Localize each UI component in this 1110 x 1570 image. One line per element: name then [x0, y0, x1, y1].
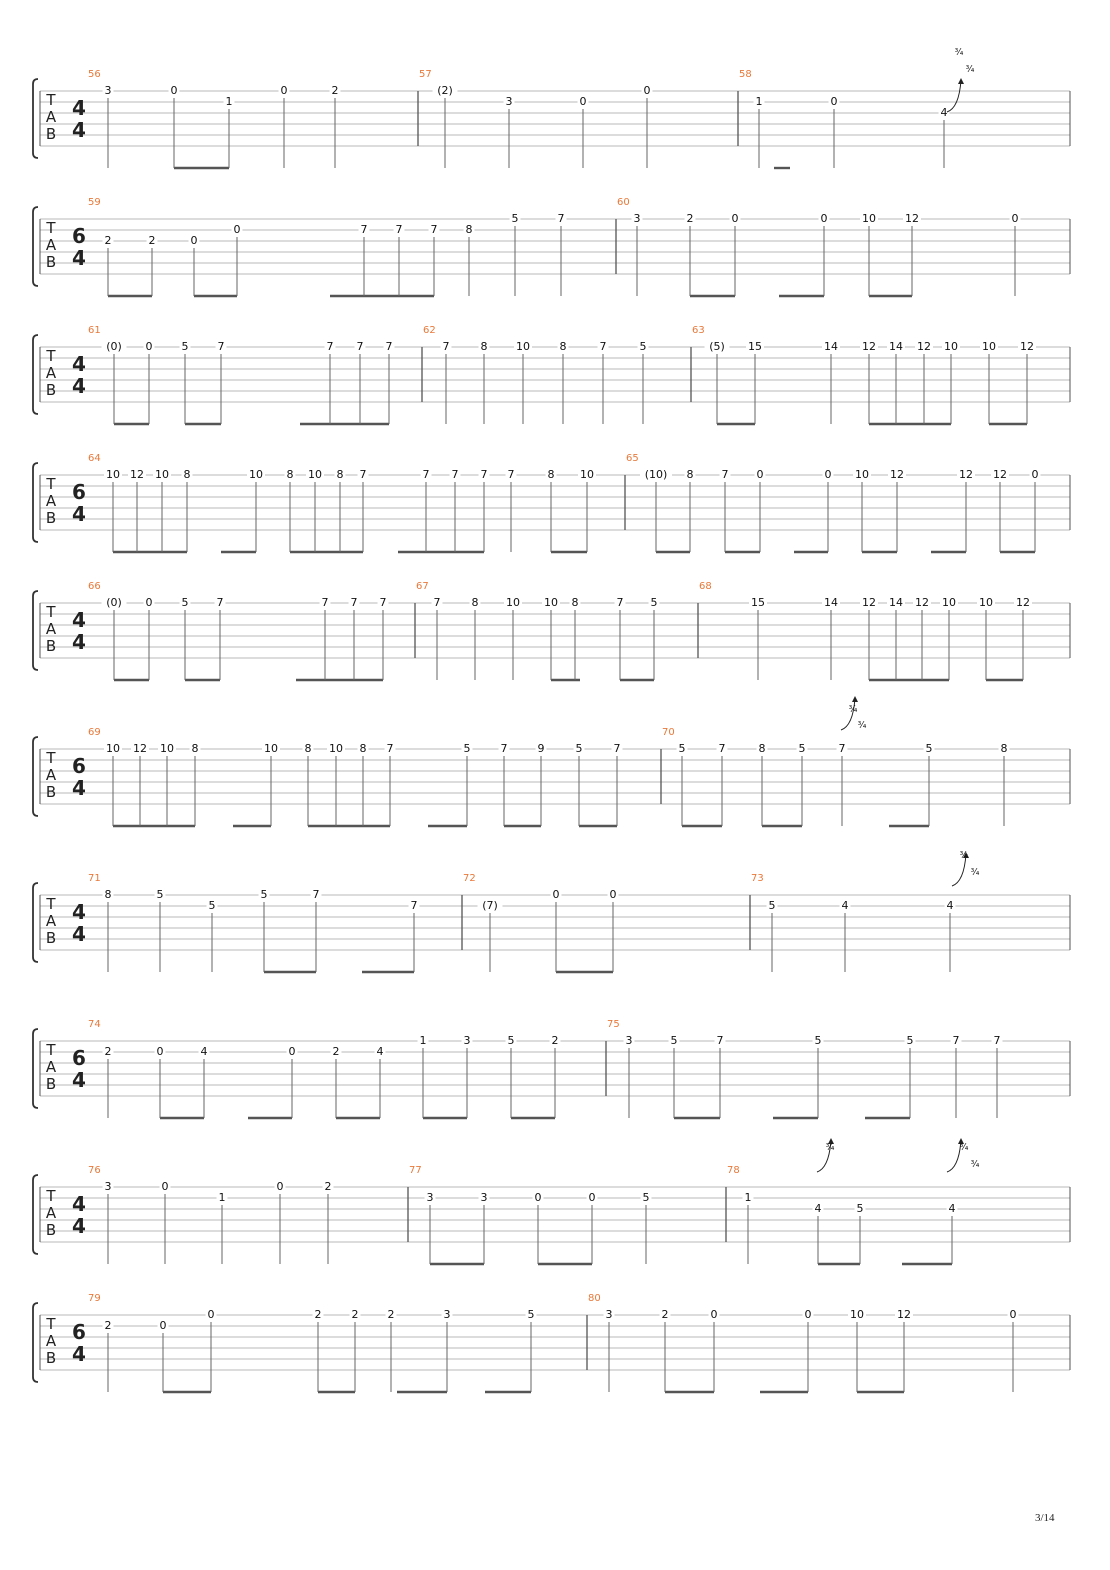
tab-clef-letter: B — [45, 637, 57, 655]
fret-number: 0 — [190, 234, 198, 247]
time-signature-top: 6 — [72, 224, 86, 248]
fret-number: 8 — [191, 742, 199, 755]
measure-number: 56 — [88, 69, 101, 80]
fret-number: 3 — [104, 84, 112, 97]
bend-amount: ¾ — [954, 48, 964, 58]
tab-clef-letter: B — [45, 253, 57, 271]
fret-number: 2 — [387, 1308, 395, 1321]
fret-number: 10 — [160, 742, 174, 755]
fret-number: 5 — [208, 899, 216, 912]
fret-number: 10 — [106, 468, 120, 481]
fret-number: 8 — [559, 340, 567, 353]
tab-clef-letter: A — [45, 1332, 57, 1350]
fret-number: 2 — [148, 234, 156, 247]
tab-clef-letter: T — [46, 347, 56, 365]
fret-number: 10 — [942, 596, 956, 609]
fret-number: 7 — [500, 742, 508, 755]
fret-number: 4 — [814, 1202, 822, 1215]
tab-clef-letter: B — [45, 1221, 57, 1239]
tab-clef-letter: T — [46, 895, 56, 913]
measure-number: 80 — [588, 1293, 601, 1304]
tab-clef-letter: A — [45, 620, 57, 638]
fret-number: 0 — [830, 95, 838, 108]
fret-number: 7 — [356, 340, 364, 353]
system-bracket — [33, 883, 38, 962]
fret-number: 7 — [613, 742, 621, 755]
fret-number: (5) — [709, 340, 725, 353]
fret-number: 5 — [678, 742, 686, 755]
fret-number: 10 — [944, 340, 958, 353]
bend-amount: ¾ — [965, 65, 975, 75]
measure-number: 76 — [88, 1165, 101, 1176]
fret-number: 5 — [925, 742, 933, 755]
fret-number: 4 — [940, 106, 948, 119]
fret-number: 1 — [419, 1034, 427, 1047]
fret-number: 2 — [104, 1319, 112, 1332]
fret-number: 8 — [1000, 742, 1008, 755]
fret-number: 5 — [511, 212, 519, 225]
fret-number: 0 — [1011, 212, 1019, 225]
fret-number: 12 — [897, 1308, 911, 1321]
tab-clef-letter: T — [46, 1315, 56, 1333]
fret-number: 10 — [862, 212, 876, 225]
fret-number: 2 — [324, 1180, 332, 1193]
fret-number: 0 — [552, 888, 560, 901]
tab-clef-letter: B — [45, 783, 57, 801]
bend-amount: ¾ — [970, 868, 980, 878]
page-number: 3/14 — [1035, 1512, 1055, 1524]
time-signature-bottom: 4 — [72, 502, 86, 526]
fret-number: 5 — [463, 742, 471, 755]
system-bracket — [33, 737, 38, 816]
fret-number: 14 — [889, 340, 903, 353]
time-signature-top: 4 — [72, 96, 86, 120]
measure-number: 61 — [88, 325, 101, 336]
fret-number: 10 — [264, 742, 278, 755]
fret-number: 0 — [156, 1045, 164, 1058]
bend-amount: ¾ — [848, 705, 858, 715]
fret-number: 8 — [480, 340, 488, 353]
fret-number: 5 — [670, 1034, 678, 1047]
fret-number: 0 — [161, 1180, 169, 1193]
fret-number: 0 — [1009, 1308, 1017, 1321]
fret-number: 1 — [744, 1191, 752, 1204]
fret-number: 4 — [841, 899, 849, 912]
fret-number: 5 — [507, 1034, 515, 1047]
fret-number: 0 — [609, 888, 617, 901]
system-bracket — [33, 591, 38, 670]
measure-number: 62 — [423, 325, 436, 336]
fret-number: 7 — [350, 596, 358, 609]
fret-number: 8 — [359, 742, 367, 755]
measure-number: 57 — [419, 69, 432, 80]
fret-number: 10 — [308, 468, 322, 481]
fret-number: 7 — [312, 888, 320, 901]
fret-number: 10 — [249, 468, 263, 481]
time-signature-bottom: 4 — [72, 374, 86, 398]
tab-clef-letter: B — [45, 509, 57, 527]
fret-number: 14 — [889, 596, 903, 609]
bend-amount: ¾ — [959, 1143, 969, 1153]
measure-number: 63 — [692, 325, 705, 336]
fret-number: 5 — [642, 1191, 650, 1204]
tab-clef-letter: T — [46, 603, 56, 621]
fret-number: 7 — [599, 340, 607, 353]
fret-number: 3 — [426, 1191, 434, 1204]
fret-number: 12 — [1020, 340, 1034, 353]
fret-number: 7 — [451, 468, 459, 481]
measure-number: 68 — [699, 581, 712, 592]
fret-number: 0 — [1031, 468, 1039, 481]
measure-number: 69 — [88, 727, 101, 738]
tab-clef-letter: B — [45, 381, 57, 399]
time-signature-top: 6 — [72, 480, 86, 504]
fret-number: 12 — [133, 742, 147, 755]
fret-number: 4 — [948, 1202, 956, 1215]
fret-number: 5 — [856, 1202, 864, 1215]
fret-number: 5 — [260, 888, 268, 901]
measure-number: 79 — [88, 1293, 101, 1304]
fret-number: 2 — [332, 1045, 340, 1058]
fret-number: 7 — [359, 468, 367, 481]
fret-number: 12 — [890, 468, 904, 481]
fret-number: 0 — [804, 1308, 812, 1321]
fret-number: 3 — [104, 1180, 112, 1193]
measure-number: 60 — [617, 197, 630, 208]
time-signature-top: 4 — [72, 608, 86, 632]
fret-number: 0 — [145, 340, 153, 353]
system-bracket — [33, 79, 38, 158]
fret-number: 1 — [218, 1191, 226, 1204]
fret-number: 7 — [721, 468, 729, 481]
fret-number: 8 — [571, 596, 579, 609]
fret-number: 0 — [276, 1180, 284, 1193]
fret-number: 1 — [755, 95, 763, 108]
tab-clef-letter: A — [45, 1058, 57, 1076]
fret-number: 12 — [959, 468, 973, 481]
fret-number: 0 — [820, 212, 828, 225]
fret-number: 0 — [233, 223, 241, 236]
system-bracket — [33, 335, 38, 414]
fret-number: 5 — [181, 596, 189, 609]
measure-number: 77 — [409, 1165, 422, 1176]
fret-number: 5 — [527, 1308, 535, 1321]
fret-number: 0 — [534, 1191, 542, 1204]
measure-number: 66 — [88, 581, 101, 592]
time-signature-bottom: 4 — [72, 630, 86, 654]
fret-number: 0 — [588, 1191, 596, 1204]
fret-number: 7 — [386, 742, 394, 755]
fret-number: 7 — [410, 899, 418, 912]
fret-number: 0 — [824, 468, 832, 481]
fret-number: 3 — [443, 1308, 451, 1321]
fret-number: 0 — [145, 596, 153, 609]
fret-number: 7 — [480, 468, 488, 481]
time-signature-bottom: 4 — [72, 1342, 86, 1366]
system-bracket — [33, 1303, 38, 1382]
fret-number: 2 — [314, 1308, 322, 1321]
tab-clef-letter: T — [46, 475, 56, 493]
fret-number: 0 — [710, 1308, 718, 1321]
fret-number: 10 — [982, 340, 996, 353]
tab-clef-letter: A — [45, 364, 57, 382]
fret-number: 7 — [385, 340, 393, 353]
fret-number: 10 — [850, 1308, 864, 1321]
fret-number: 5 — [768, 899, 776, 912]
fret-number: 12 — [1016, 596, 1030, 609]
tab-clef-letter: A — [45, 766, 57, 784]
fret-number: 7 — [952, 1034, 960, 1047]
fret-number: 12 — [130, 468, 144, 481]
fret-number: 15 — [748, 340, 762, 353]
fret-number: 7 — [616, 596, 624, 609]
fret-number: 3 — [605, 1308, 613, 1321]
fret-number: 14 — [824, 340, 838, 353]
fret-number: 5 — [639, 340, 647, 353]
fret-number: 7 — [716, 1034, 724, 1047]
measure-number: 67 — [416, 581, 429, 592]
fret-number: 12 — [862, 596, 876, 609]
fret-number: 8 — [686, 468, 694, 481]
time-signature-top: 4 — [72, 1192, 86, 1216]
fret-number: 5 — [906, 1034, 914, 1047]
fret-number: 7 — [433, 596, 441, 609]
fret-number: 8 — [183, 468, 191, 481]
bend-amount: ¾ — [959, 851, 969, 861]
fret-number: 0 — [756, 468, 764, 481]
measure-number: 74 — [88, 1019, 101, 1030]
system-bracket — [33, 1175, 38, 1254]
fret-number: 3 — [505, 95, 513, 108]
fret-number: (0) — [106, 340, 122, 353]
fret-number: 12 — [917, 340, 931, 353]
tab-clef-letter: T — [46, 219, 56, 237]
bend-arrowhead — [852, 696, 858, 702]
fret-number: 10 — [506, 596, 520, 609]
tab-clef-letter: T — [46, 1187, 56, 1205]
time-signature-bottom: 4 — [72, 1214, 86, 1238]
measure-number: 59 — [88, 197, 101, 208]
fret-number: 2 — [351, 1308, 359, 1321]
fret-number: 12 — [915, 596, 929, 609]
fret-number: 5 — [798, 742, 806, 755]
measure-number: 65 — [626, 453, 639, 464]
fret-number: 2 — [686, 212, 694, 225]
fret-number: 4 — [200, 1045, 208, 1058]
fret-number: 0 — [731, 212, 739, 225]
fret-number: 7 — [379, 596, 387, 609]
measure-number: 71 — [88, 873, 101, 884]
fret-number: 2 — [104, 234, 112, 247]
tab-clef-letter: B — [45, 125, 57, 143]
fret-number: 7 — [217, 340, 225, 353]
fret-number: 7 — [993, 1034, 1001, 1047]
fret-number: 12 — [993, 468, 1007, 481]
fret-number: 7 — [838, 742, 846, 755]
fret-number: 3 — [480, 1191, 488, 1204]
tab-clef-letter: B — [45, 1075, 57, 1093]
fret-number: 3 — [463, 1034, 471, 1047]
system-bracket — [33, 463, 38, 542]
fret-number: 7 — [442, 340, 450, 353]
fret-number: 7 — [395, 223, 403, 236]
tab-clef-letter: T — [46, 749, 56, 767]
tab-clef-letter: A — [45, 108, 57, 126]
fret-number: 5 — [181, 340, 189, 353]
fret-number: 5 — [814, 1034, 822, 1047]
tab-clef-letter: A — [45, 236, 57, 254]
time-signature-top: 6 — [72, 754, 86, 778]
measure-number: 58 — [739, 69, 752, 80]
fret-number: 10 — [516, 340, 530, 353]
bend-amount: ¾ — [857, 721, 867, 731]
fret-number: 7 — [507, 468, 515, 481]
fret-number: 8 — [304, 742, 312, 755]
fret-number: 8 — [471, 596, 479, 609]
tab-clef-letter: T — [46, 1041, 56, 1059]
fret-number: 7 — [430, 223, 438, 236]
fret-number: 12 — [862, 340, 876, 353]
system-bracket — [33, 207, 38, 286]
fret-number: 10 — [855, 468, 869, 481]
fret-number: 10 — [329, 742, 343, 755]
fret-number: 14 — [824, 596, 838, 609]
fret-number: 7 — [326, 340, 334, 353]
fret-number: 7 — [216, 596, 224, 609]
fret-number: 0 — [288, 1045, 296, 1058]
time-signature-bottom: 4 — [72, 1068, 86, 1092]
tab-clef-letter: A — [45, 492, 57, 510]
fret-number: 0 — [643, 84, 651, 97]
fret-number: 5 — [650, 596, 658, 609]
fret-number: 8 — [758, 742, 766, 755]
time-signature-top: 6 — [72, 1320, 86, 1344]
tab-clef-letter: T — [46, 91, 56, 109]
system-bracket — [33, 1029, 38, 1108]
fret-number: 4 — [376, 1045, 384, 1058]
fret-number: 2 — [551, 1034, 559, 1047]
fret-number: 8 — [336, 468, 344, 481]
bend-amount: ¾ — [825, 1143, 835, 1153]
fret-number: 3 — [633, 212, 641, 225]
fret-number: 0 — [207, 1308, 215, 1321]
measure-number: 70 — [662, 727, 675, 738]
fret-number: 10 — [580, 468, 594, 481]
fret-number: 8 — [547, 468, 555, 481]
tab-clef-letter: A — [45, 1204, 57, 1222]
fret-number: 0 — [579, 95, 587, 108]
bend-arrowhead — [958, 78, 964, 84]
fret-number: 7 — [557, 212, 565, 225]
fret-number: 0 — [170, 84, 178, 97]
fret-number: 10 — [106, 742, 120, 755]
fret-number: 0 — [280, 84, 288, 97]
fret-number: 2 — [104, 1045, 112, 1058]
fret-number: 2 — [331, 84, 339, 97]
fret-number: 12 — [905, 212, 919, 225]
fret-number: (2) — [437, 84, 453, 97]
fret-number: 10 — [544, 596, 558, 609]
measure-number: 72 — [463, 873, 476, 884]
fret-number: 15 — [751, 596, 765, 609]
time-signature-bottom: 4 — [72, 776, 86, 800]
tab-clef-letter: A — [45, 912, 57, 930]
tab-clef-letter: B — [45, 929, 57, 947]
measure-number: 75 — [607, 1019, 620, 1030]
bend-amount: ¾ — [970, 1160, 980, 1170]
fret-number: 4 — [946, 899, 954, 912]
fret-number: 3 — [625, 1034, 633, 1047]
fret-number: 8 — [465, 223, 473, 236]
measure-number: 64 — [88, 453, 101, 464]
measure-number: 78 — [727, 1165, 740, 1176]
fret-number: 9 — [537, 742, 545, 755]
time-signature-top: 6 — [72, 1046, 86, 1070]
time-signature-bottom: 4 — [72, 922, 86, 946]
fret-number: (7) — [482, 899, 498, 912]
time-signature-top: 4 — [72, 900, 86, 924]
fret-number: 5 — [575, 742, 583, 755]
fret-number: 7 — [321, 596, 329, 609]
fret-number: 7 — [718, 742, 726, 755]
fret-number: 10 — [979, 596, 993, 609]
time-signature-top: 4 — [72, 352, 86, 376]
measure-number: 73 — [751, 873, 764, 884]
tab-clef-letter: B — [45, 1349, 57, 1367]
fret-number: 8 — [286, 468, 294, 481]
time-signature-bottom: 4 — [72, 246, 86, 270]
fret-number: (0) — [106, 596, 122, 609]
fret-number: (10) — [644, 468, 668, 481]
fret-number: 0 — [159, 1319, 167, 1332]
fret-number: 7 — [360, 223, 368, 236]
fret-number: 5 — [156, 888, 164, 901]
fret-number: 2 — [661, 1308, 669, 1321]
fret-number: 8 — [104, 888, 112, 901]
fret-number: 1 — [225, 95, 233, 108]
fret-number: 7 — [422, 468, 430, 481]
time-signature-bottom: 4 — [72, 118, 86, 142]
fret-number: 10 — [155, 468, 169, 481]
